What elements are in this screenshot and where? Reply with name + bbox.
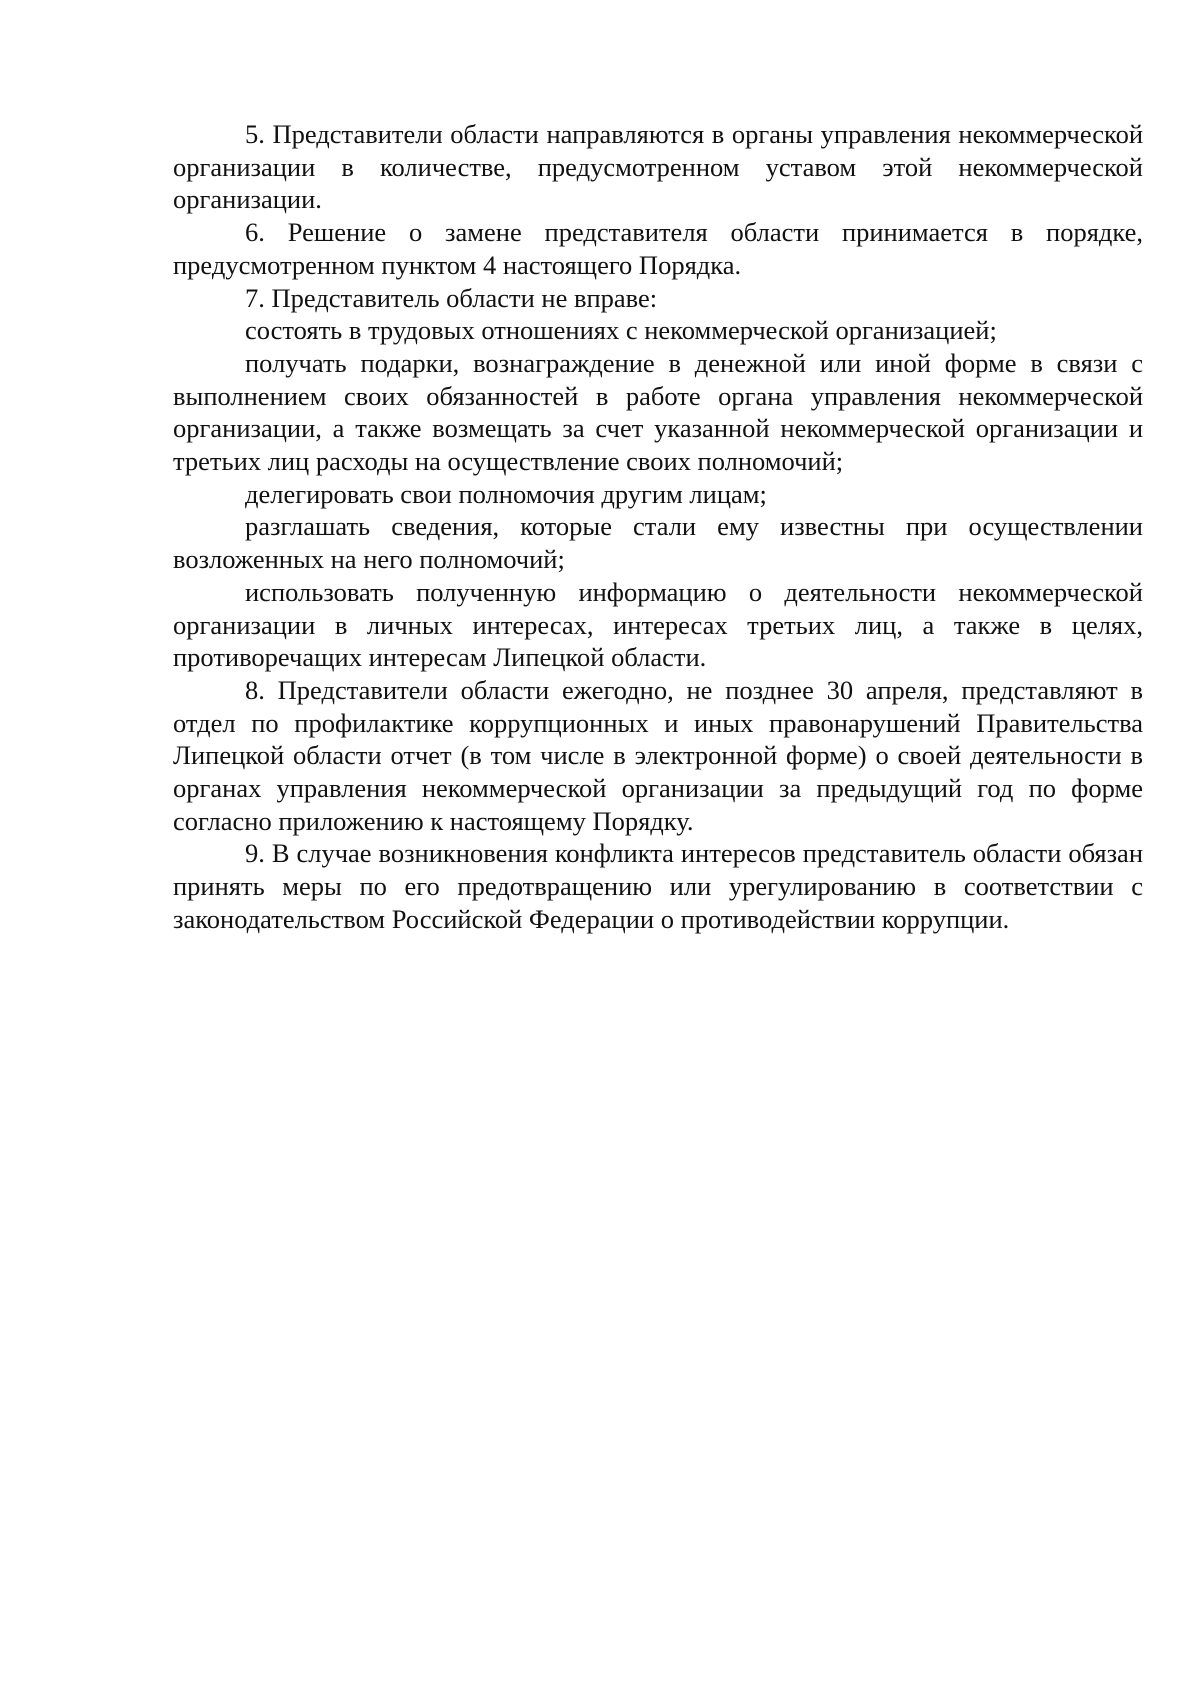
paragraph-item-8: 8. Представители области ежегодно, не позднее 30 апреля, представляют в отдел по профилактике коррупционных и иных правонарушений Правительства Липецкой области отчет (в том числе в электронной форме) о своей деятельности в органах управления некоммерческой организации за предыдущий год по форме согласно приложению к настоящему Порядку.: [173, 674, 1143, 836]
paragraph-7-clause-1: состоять в трудовых отношениях с некоммерческой организацией;: [245, 315, 997, 346]
paragraph-item-9: 9. В случае возникновения конфликта интересов представитель области обязан принять меры по его предотвращению или урегулированию в соответствии с законодательством Российской Федерации о противодействии коррупции.: [173, 838, 1143, 934]
paragraph-7-clause-2: получать подарки, вознаграждение в денежной или иной форме в связи с выполнением своих обязанностей в работе органа управления некоммерческой организации, а также возмещать за счет указанной некоммерческой организации и третьих лиц расходы на осуществление своих полномочий;: [173, 347, 1143, 477]
paragraph-item-7: 7. Представитель области не вправе:: [245, 282, 658, 313]
paragraph-7-clause-5: использовать полученную информацию о деятельности некоммерческой организации в личных интересах, интересах третьих лиц, а также в целях, противоречащих интересам Липецкой области.: [173, 576, 1143, 673]
paragraph-7-clause-4: разглашать сведения, которые стали ему известны при осуществлении возложенных на него полномочий;: [173, 511, 1143, 575]
paragraph-7-clause-3: делегировать свои полномочия другим лицам;: [245, 478, 767, 509]
paragraph-item-6: 6. Решение о замене представителя области принимается в порядке, предусмотренном пунктом 4 настоящего Порядка.: [173, 217, 1143, 280]
paragraph-item-5: 5. Представители области направляются в органы управления некоммерческой организации в количестве, предусмотренном уставом этой некоммерческой организации.: [173, 119, 1143, 215]
document-body: [173, 118, 1143, 936]
